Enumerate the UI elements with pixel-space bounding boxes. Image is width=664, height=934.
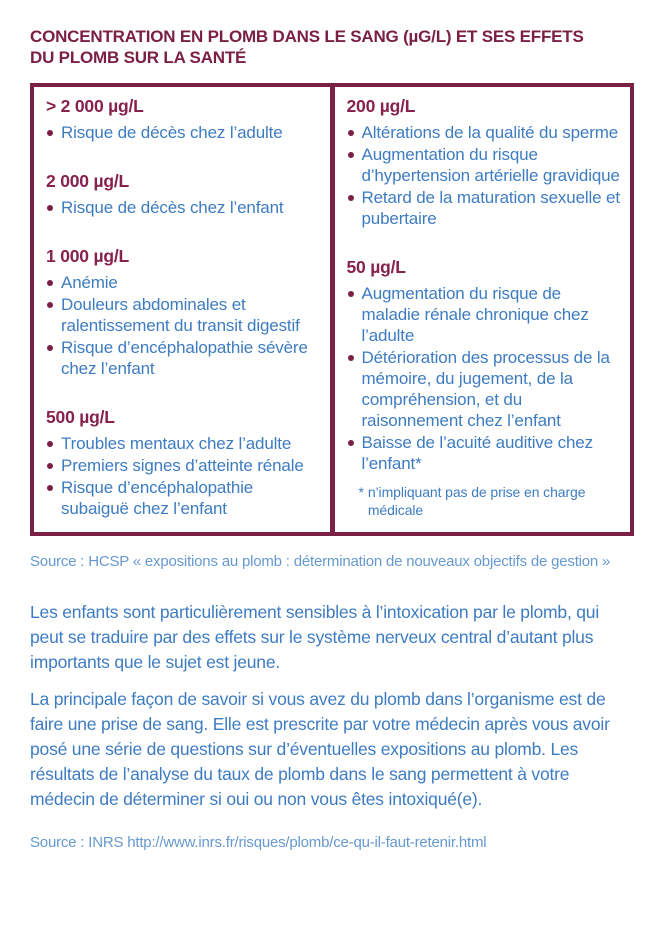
effect-item: [46, 455, 320, 476]
dose-group-2000: [46, 170, 320, 218]
dose-group-500: [46, 406, 320, 519]
effect-item: [46, 197, 320, 218]
concentration-effects-table: [30, 83, 634, 536]
effect-text: Risque d’encéphalopathie sévère chez l’enfant: [61, 338, 308, 378]
body-paragraph-1: Les enfants sont particulièrement sensibles à l’intoxication par le plomb, qui peut se traduire par des effets sur le système nerveux central d’autant plus importants que le sujet est jeune.: [30, 602, 600, 672]
effect-text: Troubles mentaux chez l’adulte: [61, 434, 292, 453]
bullet-icon: [348, 355, 354, 361]
effect-text: Douleurs abdominales et ralentissement du transit digestif: [61, 295, 300, 335]
effect-item: [46, 294, 320, 336]
effect-text: Anémie: [61, 273, 118, 292]
bottom-source-line: Source : INRS http://www.inrs.fr/risques/plomb/ce-qu-il-faut-retenir.html: [30, 834, 487, 851]
page-title: [30, 26, 634, 68]
effect-item: [347, 283, 621, 346]
effect-text: Risque d’encéphalopathie subaiguë chez l’enfant: [61, 478, 254, 518]
dose-group-200: [347, 95, 621, 229]
effect-item: [347, 347, 621, 431]
dose-level-label: 500 µg/L: [46, 407, 115, 427]
effect-text: Augmentation du risque d’hypertension artérielle gravidique: [361, 145, 620, 185]
table-column-left: [34, 87, 335, 532]
effect-text: Baisse de l’acuité auditive chez l’enfant*: [361, 433, 593, 473]
effect-item: [46, 337, 320, 379]
bullet-icon: [47, 345, 53, 351]
bullet-icon: [348, 195, 354, 201]
dose-level-label: 2 000 µg/L: [46, 171, 129, 191]
page-title-line-2: DU PLOMB SUR LA SANTÉ: [30, 48, 247, 67]
footnote-text: n’impliquant pas de prise en charge médicale: [367, 484, 586, 518]
effect-text: Retard de la maturation sexuelle et pubertaire: [361, 188, 620, 228]
body-text-block: [30, 600, 634, 812]
bullet-icon: [47, 302, 53, 308]
bullet-icon: [348, 152, 354, 158]
bullet-icon: [47, 463, 53, 469]
table-source-line: Source : HCSP « expositions au plomb : détermination de nouveaux objectifs de gestion »: [30, 553, 611, 570]
bullet-icon: [47, 485, 53, 491]
effect-item: [46, 122, 320, 143]
dose-level-label: 1 000 µg/L: [46, 246, 129, 266]
bullet-icon: [348, 291, 354, 297]
dose-group-gt2000: [46, 95, 320, 143]
table-column-right: [335, 87, 631, 532]
effect-item: [347, 144, 621, 186]
bullet-icon: [348, 130, 354, 136]
dose-level-label: 50 µg/L: [346, 257, 406, 277]
effect-item: [347, 432, 621, 474]
effect-text: Premiers signes d’atteinte rénale: [61, 456, 304, 475]
effect-item: [46, 272, 320, 293]
effect-item: [46, 477, 320, 519]
body-paragraph-2: La principale façon de savoir si vous avez du plomb dans l’organisme est de faire une prise de sang. Elle est prescrite par votre médecin après vous avoir posé une série de questions sur d’éventuelles expositions au plomb. Les résultats de l’analyse du taux de plomb dans le sang permettent à votre médecin de déterminer si oui ou non vous êtes intoxiqué(e).: [30, 689, 610, 809]
bullet-icon: [47, 205, 53, 211]
asterisk-icon: *: [358, 484, 364, 500]
effect-item: [347, 122, 621, 143]
table-footnote: [347, 483, 621, 519]
bullet-icon: [47, 280, 53, 286]
dose-group-50: [347, 256, 621, 519]
page-title-line-1: CONCENTRATION EN PLOMB DANS LE SANG (µG/L) ET SES EFFETS: [30, 27, 584, 46]
dose-level-label: > 2 000 µg/L: [46, 96, 144, 116]
dose-group-1000: [46, 245, 320, 379]
bullet-icon: [348, 440, 354, 446]
effect-text: Altérations de la qualité du sperme: [361, 123, 619, 142]
bullet-icon: [47, 130, 53, 136]
effect-item: [347, 187, 621, 229]
effect-text: Détérioration des processus de la mémoire, du jugement, de la compréhension, et du raisonnement chez l’enfant: [361, 348, 610, 430]
dose-level-label: 200 µg/L: [346, 96, 416, 116]
bullet-icon: [47, 441, 53, 447]
effect-text: Augmentation du risque de maladie rénale chronique chez l’adulte: [361, 284, 589, 345]
effect-text: Risque de décès chez l’enfant: [61, 198, 284, 217]
effect-item: [46, 433, 320, 454]
effect-text: Risque de décès chez l’adulte: [61, 123, 283, 142]
